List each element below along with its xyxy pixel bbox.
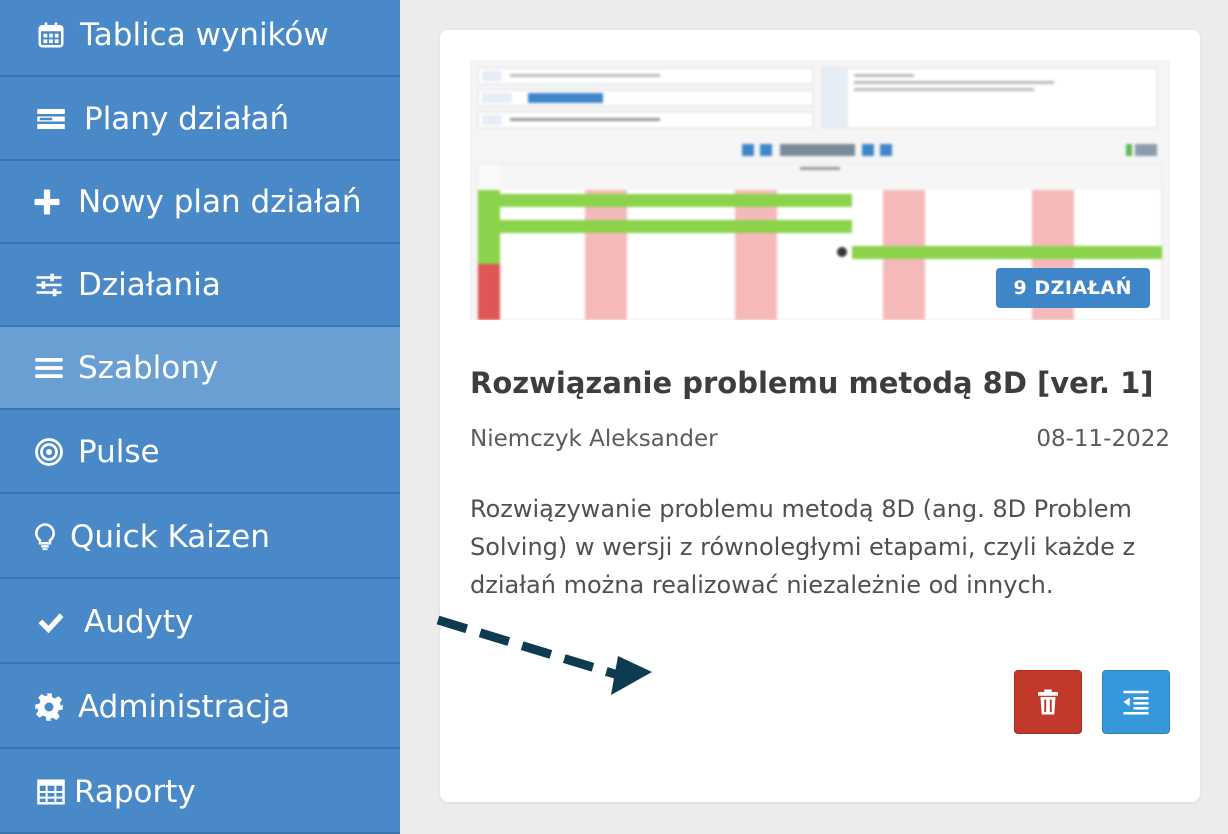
- check-icon: [36, 607, 66, 637]
- sidebar-item-plany-dzialan[interactable]: [0, 78, 400, 161]
- sidebar-item-administracja[interactable]: [0, 666, 400, 749]
- template-card: [440, 30, 1200, 802]
- target-icon: [34, 437, 64, 467]
- template-description: Rozwiązywanie problemu metodą 8D (ang. 8D Problem Solving) w wersji z równoległymi etapami, czyli każde z działań można realizować niezależnie od innych.: [470, 495, 1136, 599]
- outdent-icon: [1121, 687, 1151, 717]
- sliders-icon: [34, 270, 64, 300]
- sidebar-item-label: Audyty: [84, 603, 194, 640]
- bars-icon: [34, 353, 64, 383]
- sidebar-item-pulse[interactable]: [0, 411, 400, 494]
- sidebar-item-label: Działania: [78, 266, 221, 303]
- sidebar-item-label: Szablony: [78, 349, 219, 386]
- sidebar-item-label: Quick Kaizen: [70, 518, 270, 555]
- calendar-icon: [36, 20, 66, 50]
- table-icon: [36, 777, 66, 807]
- sidebar-item-label: Nowy plan działań: [78, 183, 362, 220]
- template-date: 08-11-2022: [1036, 426, 1170, 452]
- gear-icon: [34, 692, 64, 722]
- plus-icon: [32, 187, 62, 217]
- sidebar-item-nowy-plan-dzialan[interactable]: [0, 161, 400, 244]
- sidebar-item-tablica-wynikow[interactable]: [0, 0, 400, 77]
- use-template-button[interactable]: [1102, 670, 1170, 734]
- actions-count-badge: 9 DZIAŁAŃ: [996, 268, 1150, 308]
- sidebar-item-dzialania[interactable]: [0, 244, 400, 327]
- sidebar-item-audyty[interactable]: [0, 581, 400, 664]
- lightbulb-icon: [30, 522, 60, 552]
- sidebar-item-raporty[interactable]: [0, 751, 400, 834]
- sidebar-item-label: Plany działań: [84, 100, 290, 137]
- template-title: Rozwiązanie problemu metodą 8D [ver. 1]: [470, 366, 1154, 400]
- template-author: Niemczyk Aleksander: [470, 426, 718, 452]
- trash-icon: [1033, 687, 1063, 717]
- sidebar-item-label: Pulse: [78, 433, 160, 470]
- sidebar-item-label: Administracja: [78, 688, 291, 725]
- sidebar-item-label: Raporty: [74, 773, 196, 810]
- sidebar-item-label: Tablica wyników: [80, 16, 329, 53]
- sidebar-item-quick-kaizen[interactable]: [0, 496, 400, 579]
- sidebar-item-szablony[interactable]: [0, 327, 400, 410]
- template-preview-thumbnail[interactable]: [470, 60, 1170, 320]
- list-rows-icon: [36, 104, 66, 134]
- sidebar: [0, 0, 400, 834]
- delete-template-button[interactable]: [1014, 670, 1082, 734]
